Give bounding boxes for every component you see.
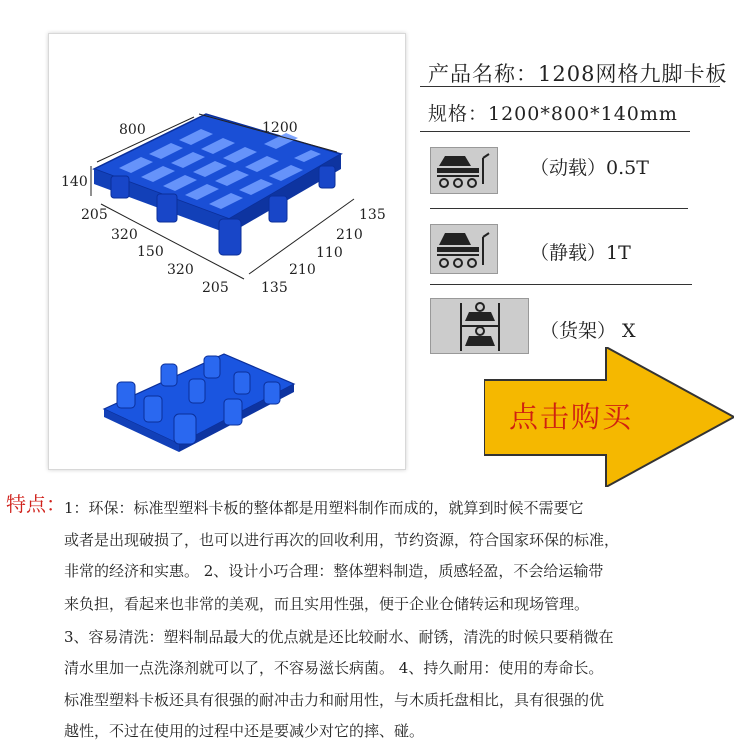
features-line: 1：环保：标准型塑料卡板的整体都是用塑料制作而成的，就算到时候不需要它 xyxy=(64,499,584,517)
forklift-dynamic-load-icon xyxy=(430,147,498,194)
divider-line xyxy=(430,208,688,209)
features-heading: 特点： xyxy=(6,492,66,516)
features-line: 或者是出现破损了，也可以进行再次的回收利用，节约资源，符合国家环保的标准， xyxy=(64,531,620,549)
product-spec: 规格：1200*800*140mm xyxy=(428,103,678,125)
dim-135-right: 135 xyxy=(359,207,386,223)
rack-stack-icon xyxy=(430,298,529,354)
divider-line xyxy=(420,86,720,87)
pallet-diagram xyxy=(49,34,405,469)
dim-140: 140 xyxy=(61,174,88,190)
features-line: 来负担，看起来也非常的美观，而且实用性强，便于企业仓储转运和现场管理。 xyxy=(64,595,590,613)
dim-150: 150 xyxy=(137,244,164,260)
features-line: 清水里加一点洗涤剂就可以了，不容易滋长病菌。 4、持久耐用：使用的寿命长。 xyxy=(64,659,604,677)
dim-320-left-2: 320 xyxy=(167,262,194,278)
dim-800: 800 xyxy=(119,122,146,138)
divider-line xyxy=(430,284,692,285)
rack-load-label: （货架） X xyxy=(540,320,636,342)
divider-line xyxy=(420,131,690,132)
dim-205-left: 205 xyxy=(81,207,108,223)
buy-now-label[interactable]: 点击购买 xyxy=(509,400,634,434)
dim-205-left-2: 205 xyxy=(202,280,229,296)
features-line: 非常的经济和实惠。 2、设计小巧合理：整体塑料制造，质感轻盈，不会给运输带 xyxy=(64,562,604,580)
dim-110: 110 xyxy=(316,245,343,261)
forklift-static-load-icon xyxy=(430,224,498,274)
pallet-bottom-view xyxy=(104,354,294,452)
dim-135-right-2: 135 xyxy=(261,280,288,296)
dim-210-right: 210 xyxy=(336,227,363,243)
features-line: 越性，不过在使用的过程中还是要减少对它的摔、碰。 xyxy=(64,722,425,740)
dim-210-right-2: 210 xyxy=(289,262,316,278)
features-line: 标准型塑料卡板还具有很强的耐冲击力和耐用性，与木质托盘相比，具有很强的优 xyxy=(64,691,605,709)
product-image-frame xyxy=(48,33,406,470)
features-line: 3、容易清洗：塑料制品最大的优点就是还比较耐水、耐锈，清洗的时候只要稍微在 xyxy=(64,628,614,646)
static-load-label: （静载）1T xyxy=(530,242,631,264)
product-name: 产品名称：1208网格九脚卡板 xyxy=(428,62,728,86)
dim-320-left: 320 xyxy=(111,227,138,243)
dim-1200: 1200 xyxy=(262,120,298,136)
dynamic-load-label: （动载）0.5T xyxy=(530,157,649,179)
